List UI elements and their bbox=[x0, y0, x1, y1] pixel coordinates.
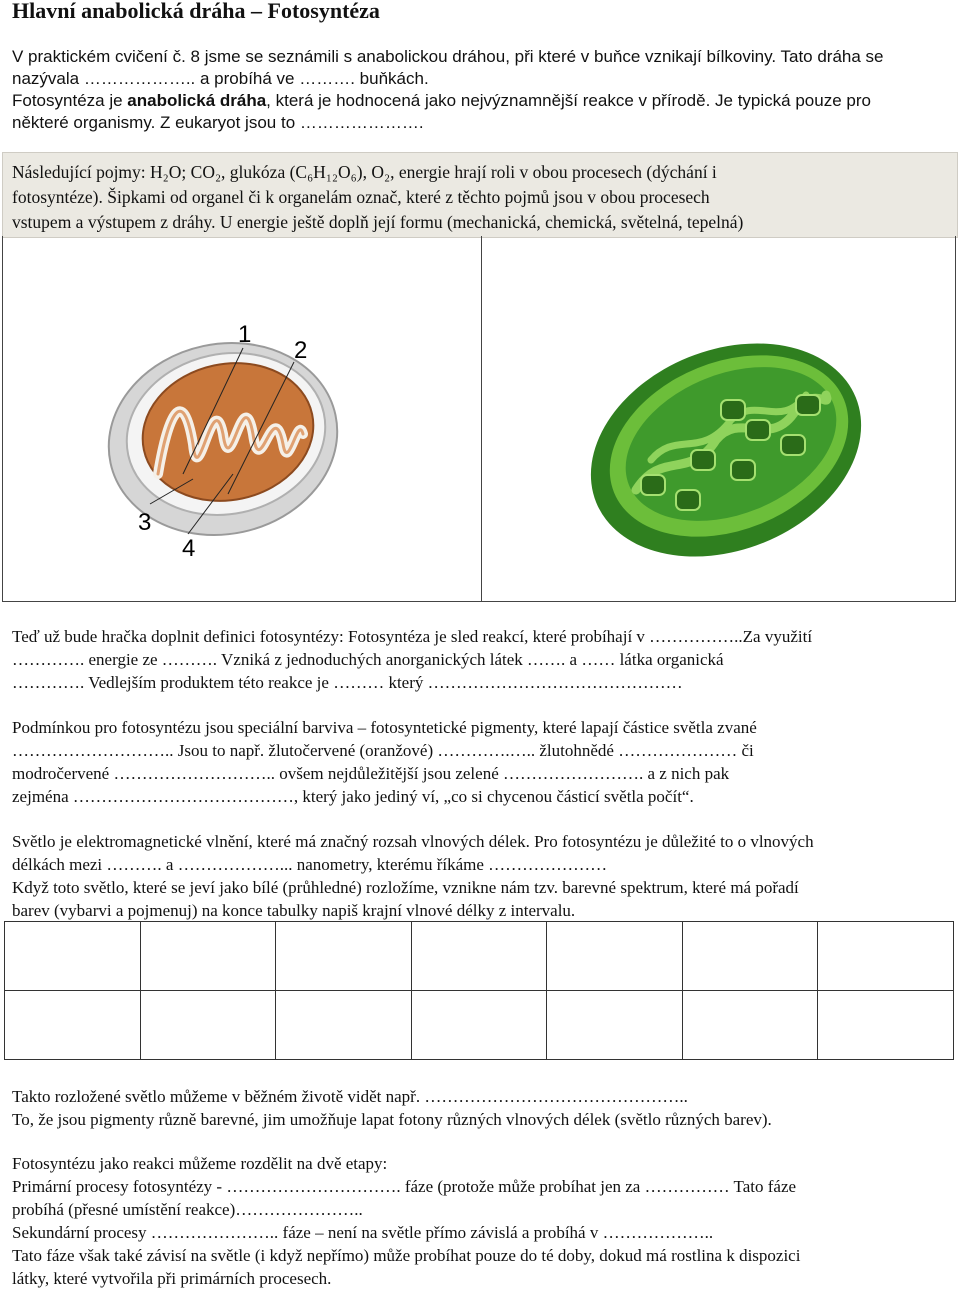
light-line-1: Světlo je elektromagnetické vlnění, které má značný rozsah vlnových délek. Pro fotosyntézu je důležité to o vlnových bbox=[12, 832, 814, 851]
intro-line-2: nazývala ……………….. a probíhá ve ………. buňkách. bbox=[12, 69, 429, 88]
task-line-2: fotosyntéze). Šipkami od organel či k organelám označ, které z těchto pojmů jsou v obou procesech bbox=[12, 187, 710, 207]
pigment-line-2: ……………………….. Jsou to např. žlutočervené (oranžové) ………….….. žlutohnědé ………………… či bbox=[12, 741, 754, 760]
mito-label-2: 2 bbox=[294, 337, 308, 364]
definition-line-3: …………. Vedlejším produktem této reakce je ……… který ……………………………………… bbox=[12, 673, 683, 692]
task-line-3: vstupem a výstupem z dráhy. U energie ještě doplň její formu (mechanická, chemická, světelná, tepelná) bbox=[12, 212, 744, 232]
intro-paragraph bbox=[12, 46, 952, 134]
intro-line-3-start: Fotosyntéza je bbox=[12, 91, 128, 110]
light-paragraph bbox=[12, 830, 952, 922]
mitochondrion-illustration bbox=[98, 324, 398, 584]
spectrum-cell[interactable] bbox=[411, 991, 547, 1060]
rainbow-line-2: To, že jsou pigmenty různě barevné, jim umožňuje lapat fotony různých vlnových délek (světlo různých barev). bbox=[12, 1110, 772, 1129]
intro-line-3-end: , která je hodnocená jako nejvýznamnější reakce v přírodě. Je typická pouze pro bbox=[266, 91, 871, 110]
mito-label-4: 4 bbox=[182, 535, 196, 562]
spectrum-cell[interactable] bbox=[411, 922, 547, 991]
spectrum-cell[interactable] bbox=[276, 991, 412, 1060]
spectrum-cell[interactable] bbox=[682, 922, 818, 991]
task-box-text bbox=[12, 160, 952, 235]
spectrum-cell[interactable] bbox=[818, 922, 954, 991]
organelle-image-frame bbox=[2, 236, 956, 602]
pigment-paragraph bbox=[12, 716, 952, 808]
spectrum-cell[interactable] bbox=[140, 922, 276, 991]
spectrum-cell[interactable] bbox=[5, 991, 141, 1060]
frame-divider bbox=[481, 236, 482, 602]
spectrum-cell[interactable] bbox=[276, 922, 412, 991]
pigment-line-4: zejména …………………………………, který jako jediný ví, „co si chycenou částicí světla počít“. bbox=[12, 787, 694, 806]
stages-line-5: Tato fáze však také závisí na světle (i když nepřímo) může probíhat pouze do té doby, dokud má rostlina k dispozici bbox=[12, 1246, 801, 1265]
light-line-4: barev (vybarvi a pojmenuj) na konce tabulky napiš krajní vlnové délky z intervalu. bbox=[12, 901, 576, 920]
light-line-3: Když toto světlo, které se jeví jako bílé (průhledné) rozložíme, vznikne nám tzv. barevné spektrum, které má pořadí bbox=[12, 878, 799, 897]
rainbow-paragraph bbox=[12, 1085, 952, 1131]
stages-line-2: Primární procesy fotosyntézy - …………………………. fáze (protože může probíhat jen za …………… Tato fáze bbox=[12, 1177, 797, 1196]
stages-line-1: Fotosyntézu jako reakci můžeme rozdělit na dvě etapy: bbox=[12, 1154, 388, 1173]
color-spectrum-table bbox=[4, 921, 954, 1060]
pigment-line-3: modročervené ……………………….. ovšem nejdůležitější jsou zelené ……………………. a z nich pak bbox=[12, 764, 730, 783]
pigment-line-1: Podmínkou pro fotosyntézu jsou speciální barviva – fotosyntetické pigmenty, které lapají částice světla zvané bbox=[12, 718, 757, 737]
spectrum-cell[interactable] bbox=[140, 991, 276, 1060]
definition-line-2: …………. energie ze ………. Vzniká z jednoduchých anorganických látek ……. a …… látka organická bbox=[12, 650, 724, 669]
spectrum-cell[interactable] bbox=[818, 991, 954, 1060]
chloroplast-illustration bbox=[581, 340, 871, 560]
definition-line-1: Teď už bude hračka doplnit definici fotosyntézy: Fotosyntéza je sled reakcí, které probíhají v ……………..Za využití bbox=[12, 627, 813, 646]
intro-line-1: V praktickém cvičení č. 8 jsme se seznámili s anabolickou dráhou, při které v buňce vznikají bílkoviny. Tato dráha se bbox=[12, 47, 884, 66]
mito-label-1: 1 bbox=[238, 324, 252, 348]
task-line-1: Následující pojmy: H₂O; CO₂, glukóza (C₆H₁₂O₆), O₂, energie hrají roli v obou procesech (dýchání i bbox=[12, 162, 717, 182]
intro-bold-term: anabolická dráha bbox=[127, 91, 267, 110]
spectrum-cell[interactable] bbox=[5, 922, 141, 991]
intro-line-4: některé organismy. Z eukaryot jsou to …………………. bbox=[12, 113, 424, 132]
stages-line-3: probíhá (přesné umístění reakce)………………….. bbox=[12, 1200, 363, 1219]
spectrum-row bbox=[5, 922, 954, 991]
definition-paragraph bbox=[12, 625, 952, 694]
light-line-2: délkách mezi ………. a ………………... nanometry, kterému říkáme ………………… bbox=[12, 855, 608, 874]
stages-line-6: látky, které vytvořila při primárních procesech. bbox=[12, 1269, 332, 1288]
spectrum-cell[interactable] bbox=[547, 922, 683, 991]
page-title: Hlavní anabolická dráha – Fotosyntéza bbox=[12, 0, 380, 23]
spectrum-cell[interactable] bbox=[547, 991, 683, 1060]
spectrum-cell[interactable] bbox=[682, 991, 818, 1060]
stages-line-4: Sekundární procesy ………………….. fáze – není na světle přímo závislá a probíhá v ……………….. bbox=[12, 1223, 714, 1242]
intro-line-3 bbox=[12, 90, 952, 112]
mito-label-3: 3 bbox=[138, 509, 152, 536]
stages-paragraph bbox=[12, 1152, 952, 1290]
rainbow-line-1: Takto rozložené světlo můžeme v běžném životě vidět např. ……………………………………….. bbox=[12, 1087, 688, 1106]
spectrum-row bbox=[5, 991, 954, 1060]
